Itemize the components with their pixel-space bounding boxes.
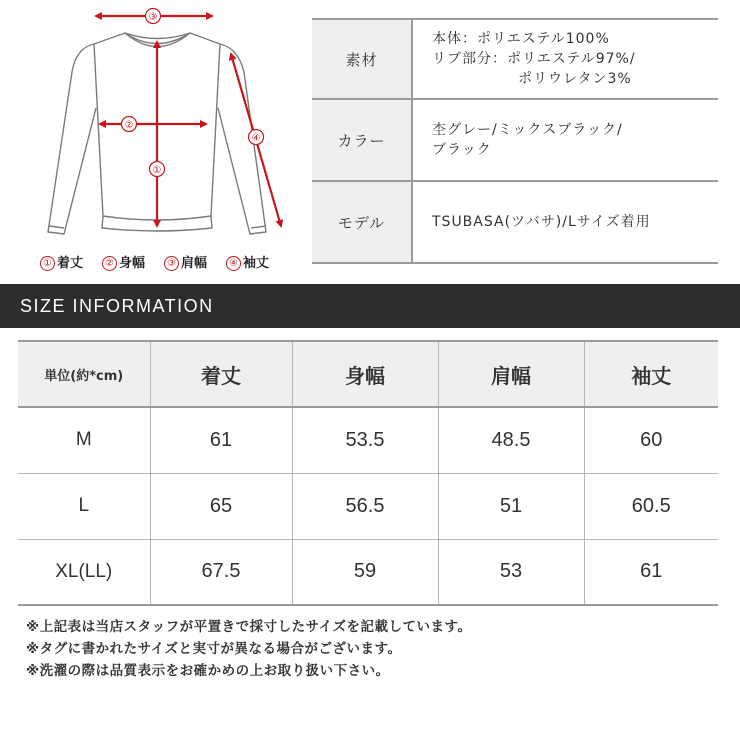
spec-value-material: 本体：ポリエステル100% リブ部分：ポリエステル97%/ ポリウレタン3% (432, 31, 636, 87)
header-length: 着丈 (150, 341, 292, 407)
header-shoulder-width: 肩幅 (438, 341, 584, 407)
header-body-width: 身幅 (292, 341, 438, 407)
table-cell: 60.5 (584, 473, 718, 539)
spec-key-material: 素材 (312, 20, 413, 98)
svg-text:③: ③ (148, 12, 158, 23)
legend-item-length: ① 着丈 (40, 252, 83, 271)
size-table-header-row (18, 341, 718, 407)
table-cell: 59 (292, 539, 438, 605)
spec-value-color: 杢グレー/ミックスブラック/ ブラック (432, 122, 623, 158)
legend-item-sleeve-length: ④ 袖丈 (226, 252, 269, 271)
marker-4 (249, 130, 264, 145)
svg-text:①: ① (152, 165, 162, 176)
table-row (18, 473, 718, 539)
spec-value-model: TSUBASA(ツバサ)/Lサイズ着用 (432, 214, 651, 230)
table-cell: 67.5 (150, 539, 292, 605)
table-row (18, 539, 718, 605)
table-cell: 60 (584, 407, 718, 473)
size-table (18, 340, 718, 606)
size-label: M (18, 407, 150, 473)
table-row (18, 407, 718, 473)
note-item: ※上記表は当店スタッフが平置きで採寸したサイズを記載しています。 (26, 619, 472, 635)
size-label: XL(LL) (18, 539, 150, 605)
header-unit: 単位(約*cm) (18, 341, 150, 407)
table-cell: 65 (150, 473, 292, 539)
section-title: SIZE INFORMATION (20, 296, 214, 316)
size-information-header (0, 284, 740, 328)
marker-2 (122, 117, 137, 132)
svg-text:②: ② (124, 120, 134, 131)
header-sleeve-length: 袖丈 (584, 341, 718, 407)
svg-text:④: ④ (251, 133, 261, 144)
legend-item-shoulder-width: ③ 肩幅 (164, 252, 207, 271)
note-item: ※洗濯の際は品質表示をお確かめの上お取り扱い下さい。 (26, 663, 390, 679)
table-cell: 53 (438, 539, 584, 605)
spec-row-material (312, 18, 718, 100)
notes (26, 616, 726, 682)
size-label: L (18, 473, 150, 539)
note-item: ※タグに書かれたサイズと実寸が異なる場合がございます。 (26, 641, 402, 657)
product-spec-table (312, 18, 718, 264)
spec-key-color: カラー (312, 100, 413, 180)
table-cell: 51 (438, 473, 584, 539)
table-cell: 61 (150, 407, 292, 473)
spec-key-model: モデル (312, 182, 413, 262)
size-diagram (0, 0, 300, 280)
table-cell: 48.5 (438, 407, 584, 473)
diagram-legend (40, 252, 280, 272)
table-cell: 56.5 (292, 473, 438, 539)
table-cell: 61 (584, 539, 718, 605)
table-cell: 53.5 (292, 407, 438, 473)
marker-3 (146, 9, 161, 24)
legend-item-body-width: ② 身幅 (102, 252, 145, 271)
sweatshirt-outline-diagram (0, 0, 300, 250)
spec-row-model (312, 182, 718, 264)
marker-1 (150, 162, 165, 177)
spec-row-color (312, 100, 718, 182)
